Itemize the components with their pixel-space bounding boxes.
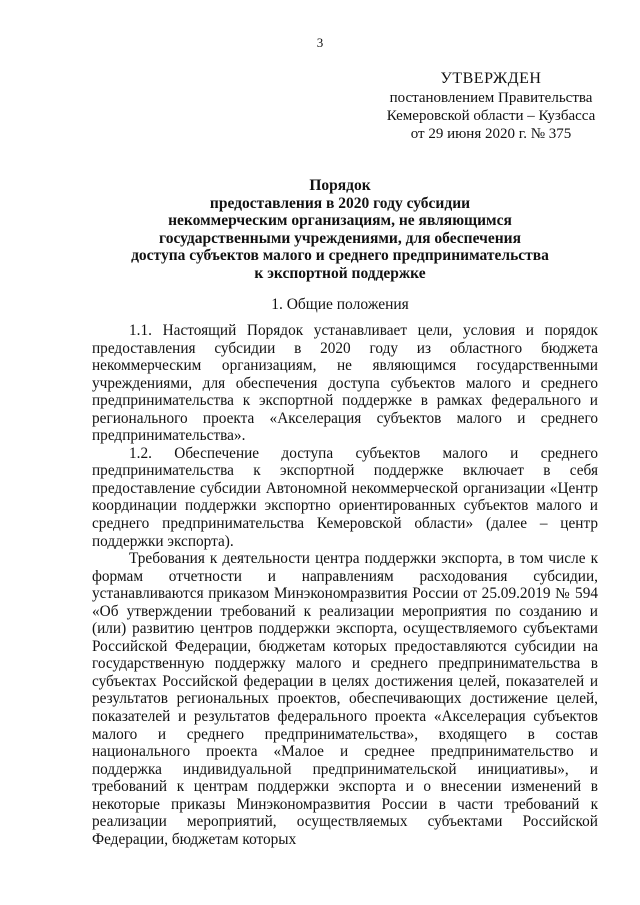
paragraph-1-2: 1.2. Обеспечение доступа субъектов малого и среднего предпринимательства к экспортной поддержке включает в себя предоставление субсидии Автономной некоммерческой организации «Центр координации поддержки экспортно ориентированных субъектов малого и среднего предпринимательства Кемеровской области» (далее – центр поддержки экспорта). [92, 444, 598, 550]
approval-stamp [376, 70, 606, 143]
approval-title: УТВЕРЖДЕН [440, 70, 542, 87]
section-heading: 1. Общие положения [271, 296, 409, 313]
approval-line-2: Кемеровской области – Кузбасса [386, 108, 596, 124]
title-line-1: Порядок [309, 177, 371, 194]
title-line-6: к экспортной поддержке [254, 264, 426, 282]
page-number: 3 [316, 35, 324, 50]
title-line-4: государственными учреждениями, для обеспечения [159, 229, 521, 247]
title-line-2: предоставления в 2020 году субсидии [209, 194, 471, 212]
document-body [92, 322, 598, 848]
approval-line-1: постановлением Правительства [389, 90, 593, 106]
approval-line-3: от 29 июня 2020 г. № 375 [410, 126, 572, 142]
paragraph-1-1: 1.1. Настоящий Порядок устанавливает цели, условия и порядок предоставления субсидии в 2020 году из областного бюджета некоммерческим организациям, не являющимся государственными учреждениями, для обеспечения доступа субъектов малого и среднего предпринимательства к экспортной поддержке в рамках федерального и регионального проекта «Акселерация субъектов малого и среднего предпринимательства». [92, 322, 598, 445]
paragraph-requirements: Требования к деятельности центра поддержки экспорта, в том числе к формам отчетности и направлениям расходования субсидии, устанавливаются приказом Минэкономразвития России от 25.09.2019 № 594 «Об утверждении требований к реализации мероприятия по созданию и (или) развитию центров поддержки экспорта, осуществляемого субъектами Российской Федерации, бюджетам которых предоставляются субсидии на государственную поддержку малого и среднего предпринимательства в субъектах Российской федерации в целях достижения целей, показателей и результатов региональных проектов, обеспечивающих достижение целей, показателей и результатов федерального проекта «Акселерация субъектов малого и среднего предпринимательства», входящего в состав национального проекта «Малое и среднее предпринимательство и поддержка индивидуальной предпринимательской инициативы», и требований к центрам поддержки экспорта и о внесении изменений в некоторые приказы Минэкономразвития России в части требований к реализации мероприятий, осуществляемых субъектами Российской Федерации, бюджетам которых [92, 550, 598, 848]
document-title [100, 177, 580, 283]
title-line-3: некоммерческим организациям, не являющимся [168, 212, 512, 230]
title-line-5: доступа субъектов малого и среднего предпринимательства [131, 247, 549, 265]
